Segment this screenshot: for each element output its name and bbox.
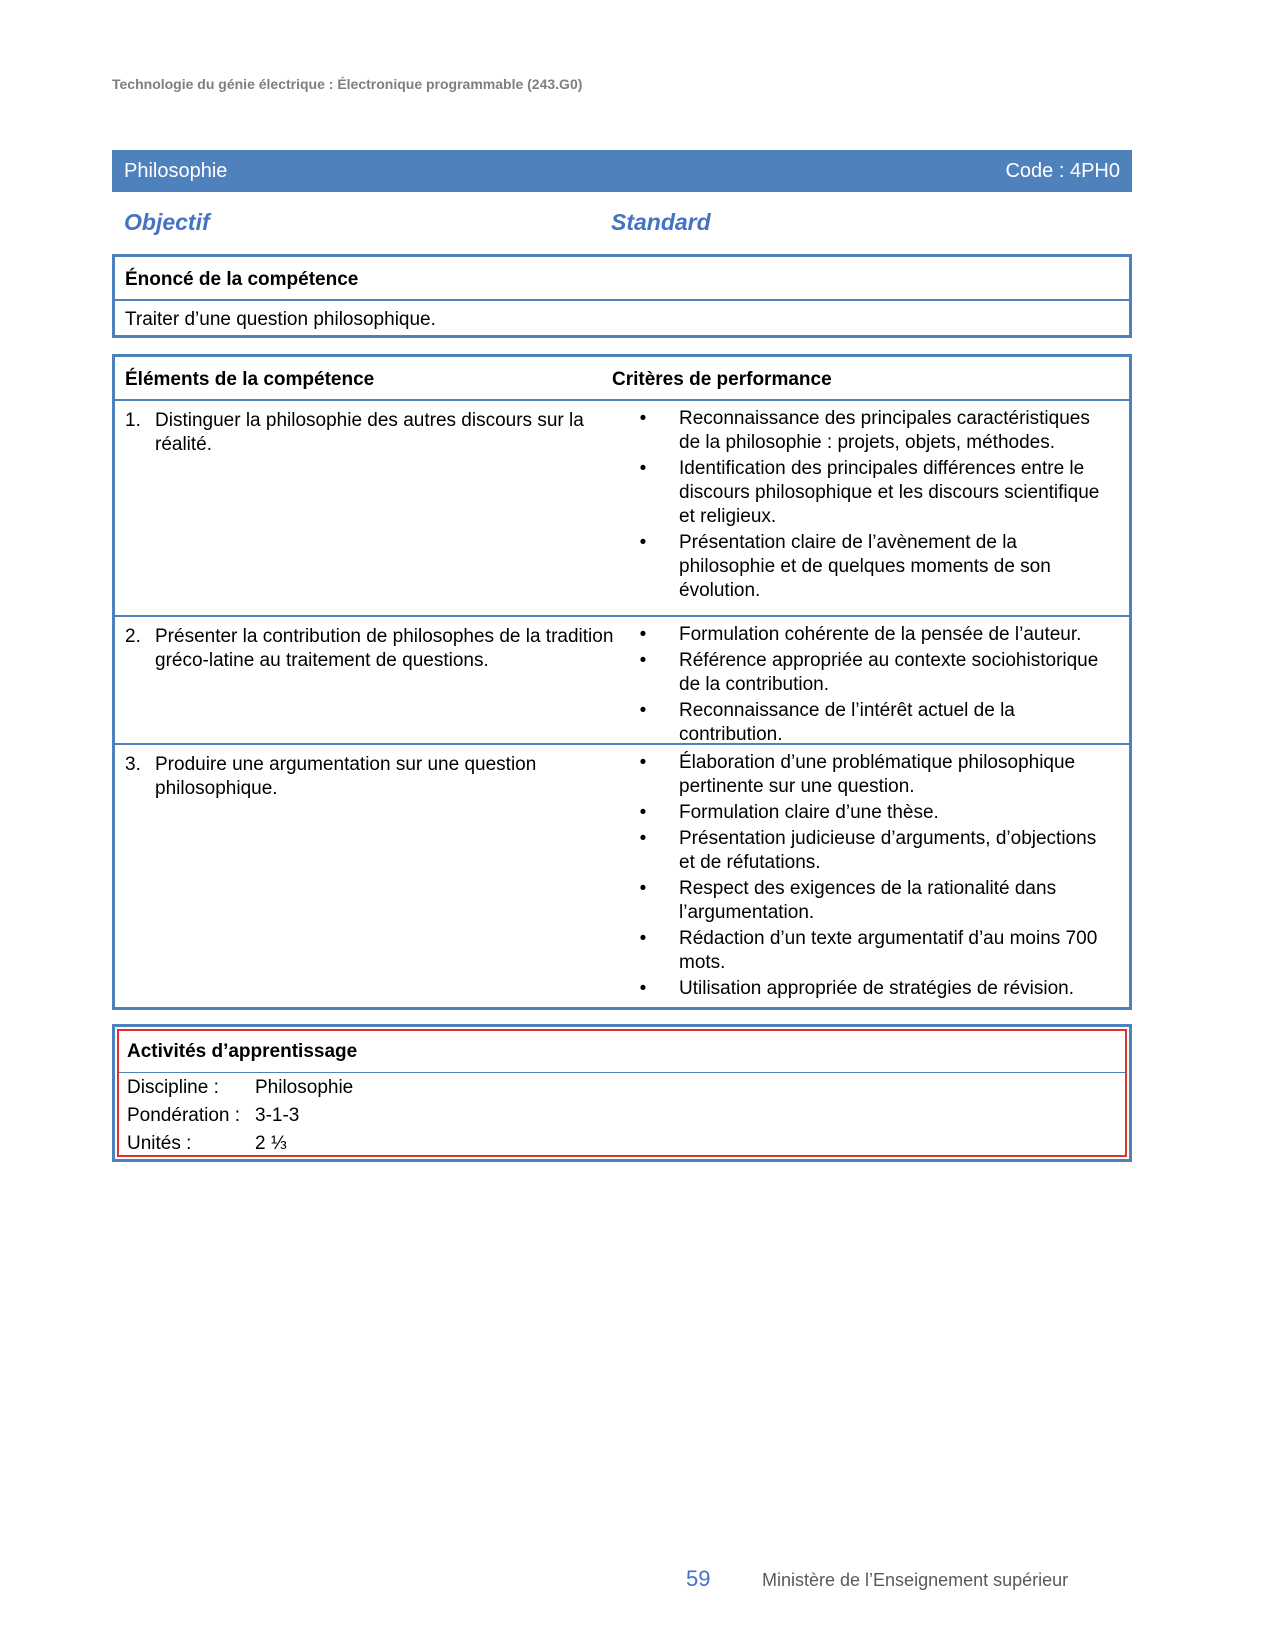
criterion-item bbox=[635, 827, 1115, 875]
objectif-label: Objectif bbox=[124, 209, 210, 235]
criterion-text: Élaboration d’une problématique philosophique pertinente sur une question. bbox=[679, 752, 1076, 797]
page-number: 59 bbox=[686, 1566, 711, 1591]
bullet-icon: • bbox=[639, 624, 647, 645]
criterion-item bbox=[635, 977, 1115, 1001]
bullet-icon: • bbox=[639, 978, 647, 999]
elements-table bbox=[112, 354, 1132, 1010]
element-number: 2. bbox=[125, 626, 141, 647]
enonce-heading: Énoncé de la compétence bbox=[115, 257, 1129, 301]
table-row bbox=[115, 401, 1129, 617]
element-number: 1. bbox=[125, 410, 141, 431]
criterion-text: Reconnaissance de l’intérêt actuel de la contribution. bbox=[679, 700, 1015, 745]
bullet-icon: • bbox=[639, 700, 647, 721]
criteria-cell bbox=[635, 407, 1115, 605]
activities-heading: Activités d’apprentissage bbox=[119, 1031, 1125, 1073]
discipline-label: Discipline : bbox=[127, 1077, 219, 1098]
ministry-name: Ministère de l’Enseignement supérieur bbox=[762, 1570, 1069, 1590]
ponderation-value: 3-1-3 bbox=[255, 1105, 300, 1126]
objective-standard-row bbox=[124, 209, 1024, 239]
criteria-cell bbox=[635, 751, 1115, 1003]
activities-inner bbox=[117, 1029, 1127, 1157]
unites-value: 2 ⅓ bbox=[255, 1133, 287, 1154]
table-row bbox=[115, 745, 1129, 1007]
unites-label: Unités : bbox=[127, 1133, 192, 1154]
criterion-item bbox=[635, 407, 1115, 455]
standard-label: Standard bbox=[611, 209, 711, 235]
running-header: Technologie du génie électrique : Électronique programmable (243.G0) bbox=[112, 76, 583, 92]
course-title-bar bbox=[112, 150, 1132, 192]
bullet-icon: • bbox=[639, 878, 647, 899]
criterion-item bbox=[635, 751, 1115, 799]
criterion-item bbox=[635, 649, 1115, 697]
element-text: Présenter la contribution de philosophes de la tradition gréco-latine au traitement de questions. bbox=[155, 626, 614, 671]
page-footer bbox=[686, 1566, 1086, 1592]
criterion-text: Respect des exigences de la rationalité dans l’argumentation. bbox=[679, 878, 1057, 923]
enonce-box bbox=[112, 254, 1132, 338]
elements-table-header bbox=[115, 357, 1129, 401]
table-row bbox=[115, 617, 1129, 745]
criteria-cell bbox=[635, 623, 1115, 749]
bullet-icon: • bbox=[639, 828, 647, 849]
element-text: Distinguer la philosophie des autres discours sur la réalité. bbox=[155, 410, 584, 455]
criterion-item bbox=[635, 699, 1115, 747]
bullet-icon: • bbox=[639, 928, 647, 949]
criterion-text: Référence appropriée au contexte sociohistorique de la contribution. bbox=[679, 650, 1099, 695]
criterion-text: Utilisation appropriée de stratégies de révision. bbox=[679, 978, 1074, 999]
bullet-icon: • bbox=[639, 532, 647, 553]
criterion-text: Identification des principales différences entre le discours philosophique et les discours scientifique et religieux. bbox=[679, 458, 1100, 527]
bullet-icon: • bbox=[639, 408, 647, 429]
bullet-icon: • bbox=[639, 650, 647, 671]
ponderation-line bbox=[119, 1101, 1125, 1129]
discipline-line bbox=[119, 1073, 1125, 1101]
activities-box bbox=[112, 1024, 1132, 1162]
criterion-item bbox=[635, 457, 1115, 529]
criterion-item bbox=[635, 801, 1115, 825]
element-number: 3. bbox=[125, 754, 141, 775]
criterion-item bbox=[635, 531, 1115, 603]
criterion-text: Présentation judicieuse d’arguments, d’objections et de réfutations. bbox=[679, 828, 1097, 873]
element-text: Produire une argumentation sur une question philosophique. bbox=[155, 754, 537, 799]
criterion-item bbox=[635, 623, 1115, 647]
course-name: Philosophie bbox=[124, 159, 228, 182]
criterion-item bbox=[635, 877, 1115, 925]
criteria-heading: Critères de performance bbox=[612, 369, 832, 390]
enonce-text: Traiter d’une question philosophique. bbox=[125, 309, 436, 330]
criterion-text: Rédaction d’un texte argumentatif d’au moins 700 mots. bbox=[679, 928, 1098, 973]
elements-heading: Éléments de la compétence bbox=[125, 369, 375, 390]
ponderation-label: Pondération : bbox=[127, 1105, 241, 1126]
criterion-text: Formulation claire d’une thèse. bbox=[679, 802, 939, 823]
bullet-icon: • bbox=[639, 802, 647, 823]
criterion-item bbox=[635, 927, 1115, 975]
bullet-icon: • bbox=[639, 752, 647, 773]
unites-line bbox=[119, 1129, 1125, 1157]
bullet-icon: • bbox=[639, 458, 647, 479]
criterion-text: Formulation cohérente de la pensée de l’auteur. bbox=[679, 624, 1082, 645]
discipline-value: Philosophie bbox=[255, 1077, 354, 1098]
criterion-text: Présentation claire de l’avènement de la philosophie et de quelques moments de son évolution. bbox=[679, 532, 1051, 601]
course-code: Code : 4PH0 bbox=[1005, 159, 1120, 182]
criterion-text: Reconnaissance des principales caractéristiques de la philosophie : projets, objets, méthodes. bbox=[679, 408, 1090, 453]
